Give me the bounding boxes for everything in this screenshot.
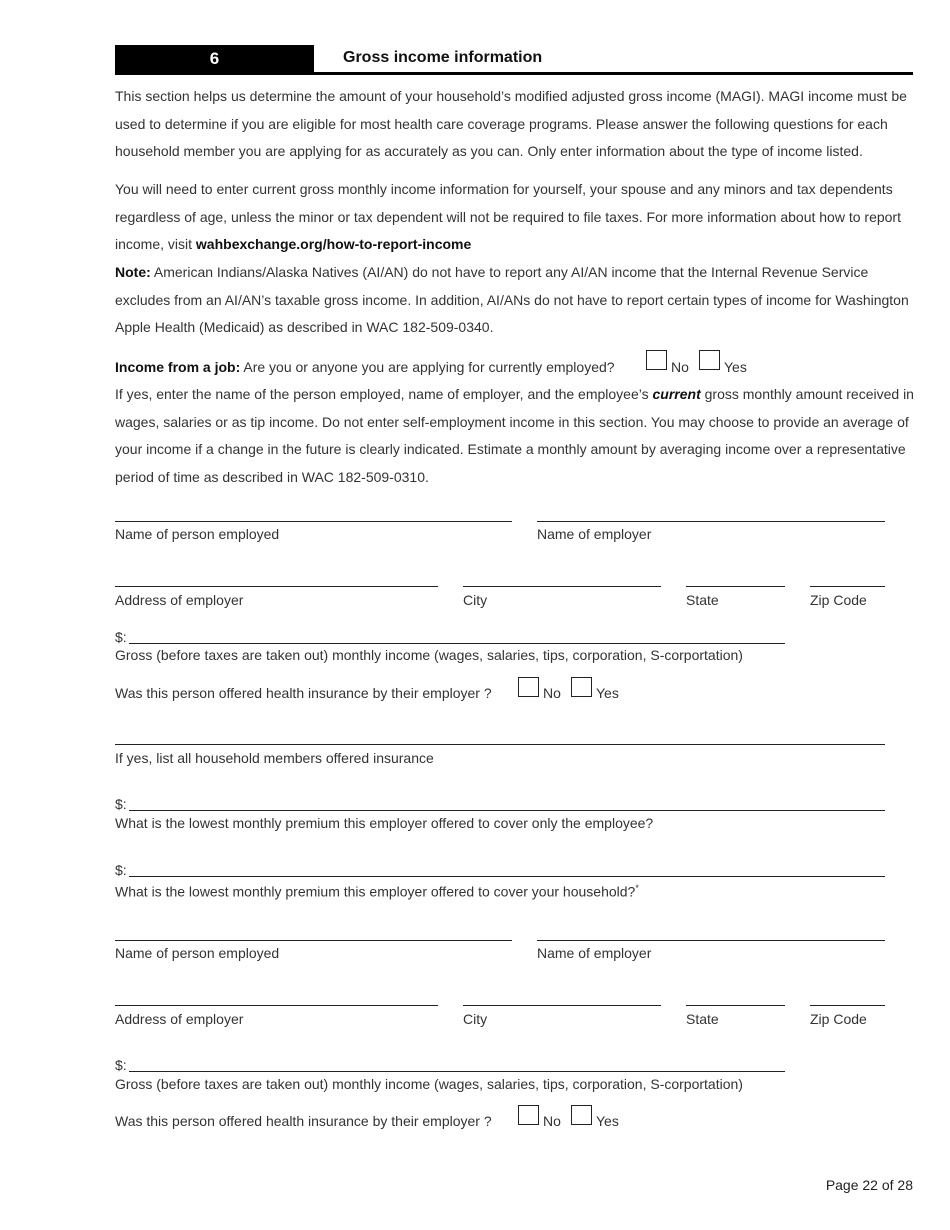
gross-income-dollar-prefix-1: $: — [115, 629, 127, 645]
employer-name-label-2: Name of employer — [537, 945, 652, 961]
premium-employee-input[interactable] — [129, 810, 885, 811]
city-label-2: City — [463, 1011, 488, 1027]
zip-label-1: Zip Code — [810, 592, 867, 608]
employer-name-input-2[interactable] — [537, 940, 885, 941]
city-input-2[interactable] — [463, 1005, 661, 1006]
person-employed-label-1: Name of person employed — [115, 526, 280, 542]
employed-no-label: No — [671, 359, 689, 375]
insurance-no-checkbox-1[interactable] — [518, 677, 539, 697]
zip-input-1[interactable] — [810, 586, 885, 587]
note-label: Note: — [115, 264, 151, 280]
city-input-1[interactable] — [463, 586, 661, 587]
insurance-yes-checkbox-1[interactable] — [571, 677, 592, 697]
report-income-link[interactable]: wahbexchange.org/how-to-report-income — [195, 236, 472, 253]
insurance-no-label-2: No — [543, 1113, 561, 1129]
employed-yes-label: Yes — [724, 359, 747, 375]
job-question-label: Income from a job: — [115, 359, 241, 375]
note-paragraph — [115, 259, 915, 342]
employer-name-input-1[interactable] — [537, 521, 885, 522]
job-instructions-after: gross monthly amount received in wages, salaries or as tip income. Do not enter self-employment income in this section. You may choose to provide an average of your income if a change in the future is clearly indicated. Estimate a monthly amount by averaging income over a representative period of time as described in WAC 182-509-0310. — [115, 386, 914, 485]
employer-address-label-1: Address of employer — [115, 592, 244, 608]
job-instructions-before: If yes, enter the name of the person employed, name of employer, and the employee’s — [115, 386, 653, 402]
section-rule — [115, 72, 913, 75]
employed-yes-checkbox[interactable] — [699, 350, 720, 370]
page-number: Page 22 of 28 — [825, 1177, 913, 1193]
state-input-1[interactable] — [686, 586, 785, 587]
employer-address-label-2: Address of employer — [115, 1011, 244, 1027]
insurance-no-label-1: No — [543, 685, 561, 701]
job-question — [115, 357, 615, 377]
intro-paragraph-report — [115, 176, 915, 259]
premium-household-text: What is the lowest monthly premium this employer offered to cover your household? — [115, 883, 636, 900]
gross-income-input-1[interactable] — [129, 643, 785, 644]
insurance-yes-label-1: Yes — [596, 685, 619, 701]
gross-income-label-1: Gross (before taxes are taken out) monthly income (wages, salaries, tips, corporation, S-corportation) — [115, 647, 743, 663]
note-text: American Indians/Alaska Natives (AI/AN) do not have to report any AI/AN income that the Internal Revenue Service excludes from an AI/AN’s taxable gross income. In addition, AI/ANs do not have to report certain types of income for Washington Apple Health (Medicaid) as described in WAC 182-509-0340. — [115, 264, 909, 336]
members-offered-input[interactable] — [115, 744, 885, 745]
employed-no-checkbox[interactable] — [646, 350, 667, 370]
person-employed-input-1[interactable] — [115, 521, 512, 522]
premium-employee-label: What is the lowest monthly premium this employer offered to cover only the employee? — [115, 815, 654, 831]
insurance-question-1: Was this person offered health insurance by their employer ? — [115, 685, 492, 701]
insurance-no-checkbox-2[interactable] — [518, 1105, 539, 1125]
employer-address-input-2[interactable] — [115, 1005, 438, 1006]
intro-report-text: You will need to enter current gross monthly income information for yourself, your spouse and any minors and tax dependents regardless of age, unless the minor or tax dependent will not be required to file taxes. For more information about how to report income, visit — [115, 181, 901, 253]
section-number: 6 — [115, 45, 314, 74]
premium-household-dollar-prefix: $: — [115, 862, 127, 878]
premium-household-label — [115, 879, 639, 901]
employer-name-label-1: Name of employer — [537, 526, 652, 542]
gross-income-input-2[interactable] — [129, 1071, 785, 1072]
state-label-1: State — [686, 592, 719, 608]
job-instructions-emphasis: current — [652, 386, 701, 402]
premium-household-input[interactable] — [129, 876, 885, 877]
zip-input-2[interactable] — [810, 1005, 885, 1006]
insurance-yes-label-2: Yes — [596, 1113, 619, 1129]
premium-employee-dollar-prefix: $: — [115, 796, 127, 812]
zip-label-2: Zip Code — [810, 1011, 867, 1027]
members-offered-label: If yes, list all household members offered insurance — [115, 750, 434, 766]
job-question-text: Are you or anyone you are applying for currently employed? — [240, 359, 615, 375]
city-label-1: City — [463, 592, 488, 608]
job-instructions — [115, 381, 915, 491]
insurance-question-2: Was this person offered health insurance by their employer ? — [115, 1113, 492, 1129]
gross-income-dollar-prefix-2: $: — [115, 1057, 127, 1073]
gross-income-label-2: Gross (before taxes are taken out) monthly income (wages, salaries, tips, corporation, S-corportation) — [115, 1076, 743, 1092]
person-employed-label-2: Name of person employed — [115, 945, 280, 961]
state-label-2: State — [686, 1011, 719, 1027]
person-employed-input-2[interactable] — [115, 940, 512, 941]
intro-paragraph-magi: This section helps us determine the amount of your household’s modified adjusted gross income (MAGI). MAGI income must be used to determine if you are eligible for most health care coverage programs. Please answer the following questions for each household member you are applying for as accurately as you can. Only enter information about the type of income listed. — [115, 88, 907, 160]
premium-household-asterisk: * — [635, 883, 639, 893]
employer-address-input-1[interactable] — [115, 586, 438, 587]
state-input-2[interactable] — [686, 1005, 785, 1006]
section-title: Gross income information — [343, 49, 543, 66]
insurance-yes-checkbox-2[interactable] — [571, 1105, 592, 1125]
